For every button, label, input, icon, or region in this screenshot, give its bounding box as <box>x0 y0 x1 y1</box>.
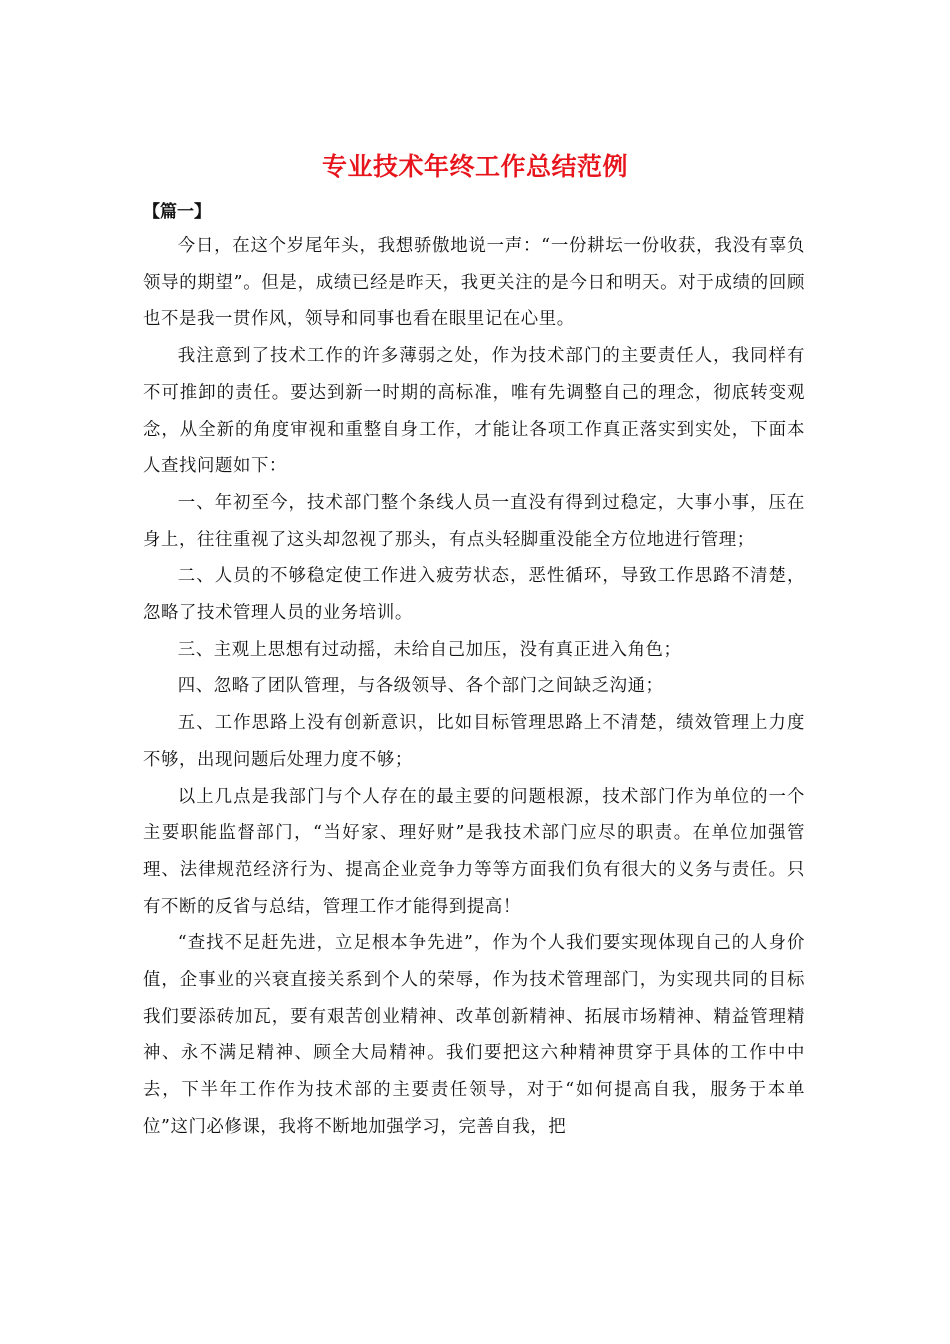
paragraph: 以上几点是我部门与个人存在的最主要的问题根源，技术部门作为单位的一个主要职能监督部门，“当好家、理好财”是我技术部门应尽的职责。在单位加强管理、法律规范经济行为、提高企业竞争力等等方面我们负有很大的义务与责任。只有不断的反省与总结，管理工作才能得到提高！ <box>143 786 805 917</box>
paragraph: 五、工作思路上没有创新意识，比如目标管理思路上不清楚，绩效管理上力度不够，出现问题后处理力度不够； <box>143 713 805 770</box>
paragraph: 四、忽略了团队管理，与各级领导、各个部门之间缺乏沟通； <box>177 676 664 697</box>
document-body <box>143 228 805 1146</box>
section-label: 【篇一】 <box>143 202 211 222</box>
paragraph: “查找不足赶先进，立足根本争先进”，作为个人我们要实现体现自己的人身价值，企事业的兴衰直接关系到个人的荣辱，作为技术管理部门，为实现共同的目标我们要添砖加瓦，要有艰苦创业精神、改革创新精神、拓展市场精神、精益管理精神、永不满足精神、顾全大局精神。我们要把这六种精神贯穿于具体的工作中中去，下半年工作作为技术部的主要责任领导，对于“如何提高自我，服务于本单位”这门必修课，我将不断地加强学习，完善自我，把 <box>143 933 805 1137</box>
paragraph: 今日，在这个岁尾年头，我想骄傲地说一声：“一份耕坛一份收获，我没有辜负领导的期望”。但是，成绩已经是昨天，我更关注的是今日和明天。对于成绩的回顾也不是我一贯作风，领导和同事也看在眼里记在心里。 <box>143 236 805 330</box>
document-title: 专业技术年终工作总结范例 <box>321 152 628 181</box>
paragraph: 二、人员的不够稳定使工作进入疲劳状态，恶性循环，导致工作思路不清楚，忽略了技术管理人员的业务培训。 <box>143 566 805 624</box>
paragraph: 我注意到了技术工作的许多薄弱之处，作为技术部门的主要责任人，我同样有不可推卸的责任。要达到新一时期的高标准，唯有先调整自己的理念，彻底转变观念，从全新的角度审视和重整自身工作，才能让各项工作真正落实到实处，下面本人查找问题如下： <box>143 346 805 477</box>
paragraph: 一、年初至今，技术部门整个条线人员一直没有得到过稳定，大事小事，压在身上，往往重视了这头却忽视了那头，有点头轻脚重没能全方位地进行管理； <box>143 492 805 550</box>
paragraph: 三、主观上思想有过动摇，未给自己加压，没有真正进入角色； <box>177 639 682 660</box>
